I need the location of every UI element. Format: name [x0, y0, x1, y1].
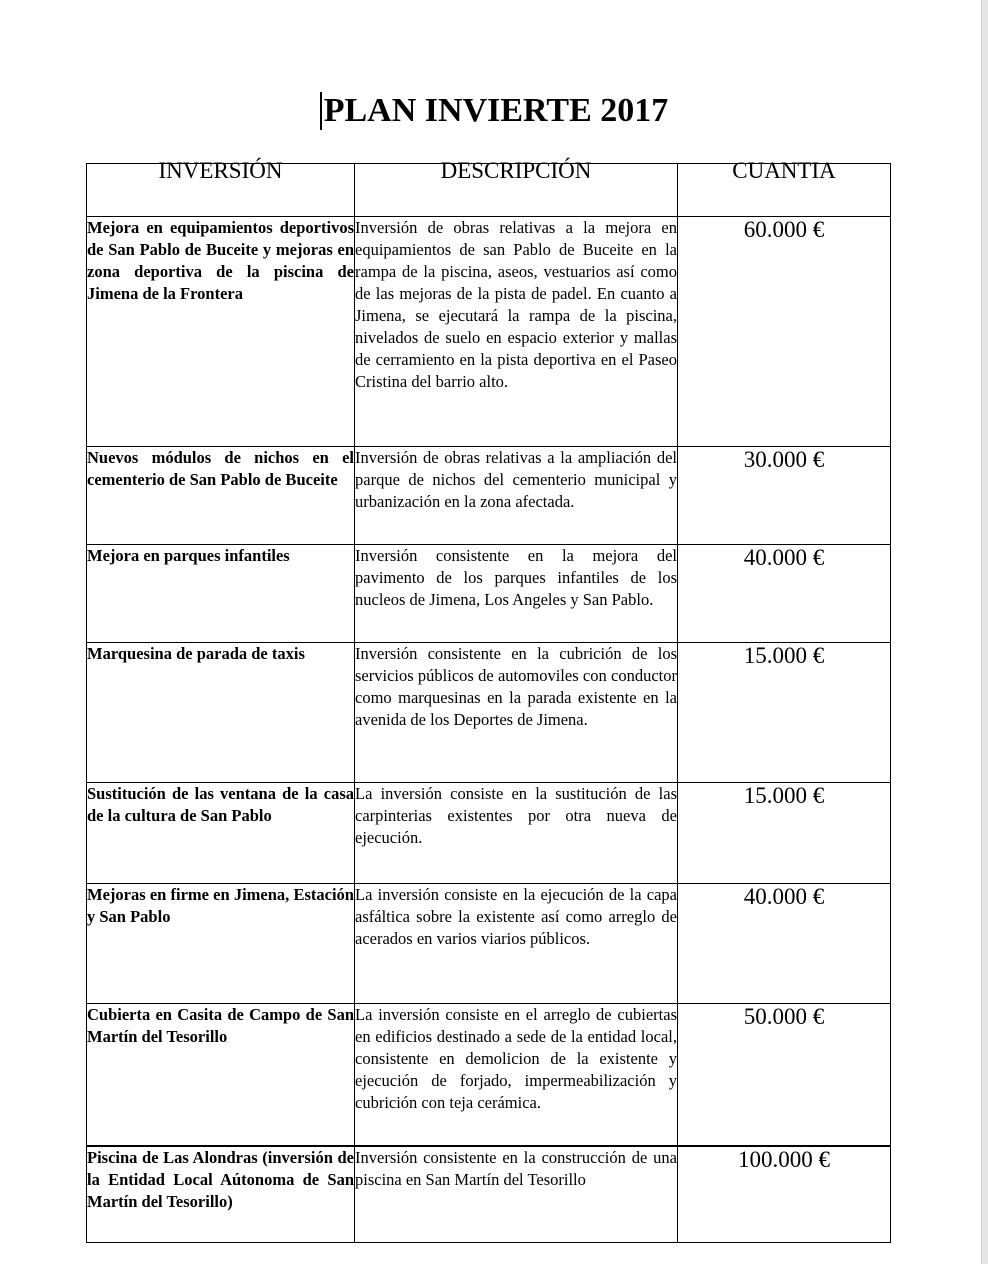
table-row: [87, 884, 891, 1004]
investment-amount: 40.000 €: [678, 545, 891, 643]
title-area: [0, 90, 988, 132]
table-row: [87, 217, 891, 447]
investment-amount: 30.000 €: [678, 447, 891, 545]
investment-description: La inversión consiste en la ejecución de la capa asfáltica sobre la existente así como arreglo de acerados en varios viarios públicos.: [355, 884, 678, 1004]
page-edge: [981, 0, 988, 1264]
table-row: [87, 545, 891, 643]
document-title[interactable]: [320, 90, 669, 132]
investment-name: Cubierta en Casita de Campo de San Martín del Tesorillo: [87, 1004, 355, 1146]
table-header-row: [87, 164, 891, 217]
investment-description: Inversión consistente en la mejora del pavimento de los parques infantiles de los nucleos de Jimena, Los Angeles y San Pablo.: [355, 545, 678, 643]
investment-description: Inversión de obras relativas a la ampliación del parque de nichos del cementerio municipal y urbanización en la zona afectada.: [355, 447, 678, 545]
header-cuantia-label: CUANTIA: [732, 158, 836, 183]
investment-name: Mejora en equipamientos deportivos de San Pablo de Buceite y mejoras en zona deportiva de la piscina de Jimena de la Frontera: [87, 217, 355, 447]
investment-amount: 50.000 €: [678, 1004, 891, 1146]
investment-name: Marquesina de parada de taxis: [87, 643, 355, 783]
investment-description: La inversión consiste en la sustitución de las carpinterias existentes por otra nueva de ejecución.: [355, 783, 678, 884]
investment-name: Mejora en parques infantiles: [87, 545, 355, 643]
investment-amount: 40.000 €: [678, 884, 891, 1004]
table-row: [87, 1004, 891, 1146]
table-row: [87, 447, 891, 545]
header-descripcion: [355, 158, 678, 217]
header-descripcion-label: DESCRIPCIÓN: [440, 158, 592, 183]
investment-description: La inversión consiste en el arreglo de cubiertas en edificios destinado a sede de la entidad local, consistente en demolicion de la existente y ejecución de forjado, impermeabilización y cubrición con teja cerámica.: [355, 1004, 678, 1146]
investment-name: Nuevos módulos de nichos en el cementerio de San Pablo de Buceite: [87, 447, 355, 545]
table-row: [87, 1146, 891, 1243]
header-cuantia: [678, 158, 891, 217]
header-inversion: [87, 158, 355, 217]
table-row: [87, 783, 891, 884]
investment-description: Inversión de obras relativas a la mejora en equipamientos de san Pablo de Buceite en la rampa de la piscina, aseos, vestuarios así como de las mejoras de la pista de padel. En cuanto a Jimena, se ejecutará la rampa de la piscina, nivelados de suelo en espacio exterior y mallas de cerramiento en la pista deportiva en el Paseo Cristina del barrio alto.: [355, 217, 678, 447]
investment-name: Piscina de Las Alondras (inversión de la Entidad Local Aútonoma de San Martín del Tesorillo): [87, 1146, 355, 1243]
header-inversion-label: INVERSIÓN: [158, 158, 283, 183]
document-title-text: PLAN INVIERTE 2017: [323, 92, 669, 129]
investment-description: Inversión consistente en la cubrición de los servicios públicos de automoviles con conductor como marquesinas en la parada existente en la avenida de los Deportes de Jimena.: [355, 643, 678, 783]
investment-amount: 15.000 €: [678, 643, 891, 783]
investment-name: Sustitución de las ventana de la casa de la cultura de San Pablo: [87, 783, 355, 884]
investment-table: [86, 158, 891, 1243]
table-row: [87, 643, 891, 783]
investment-description: Inversión consistente en la construcción de una piscina en San Martín del Tesorillo: [355, 1146, 678, 1243]
investment-amount: 60.000 €: [678, 217, 891, 447]
investment-amount: 100.000 €: [678, 1146, 891, 1243]
investment-name: Mejoras en firme en Jimena, Estación y San Pablo: [87, 884, 355, 1004]
investment-amount: 15.000 €: [678, 783, 891, 884]
text-cursor: [320, 92, 322, 130]
